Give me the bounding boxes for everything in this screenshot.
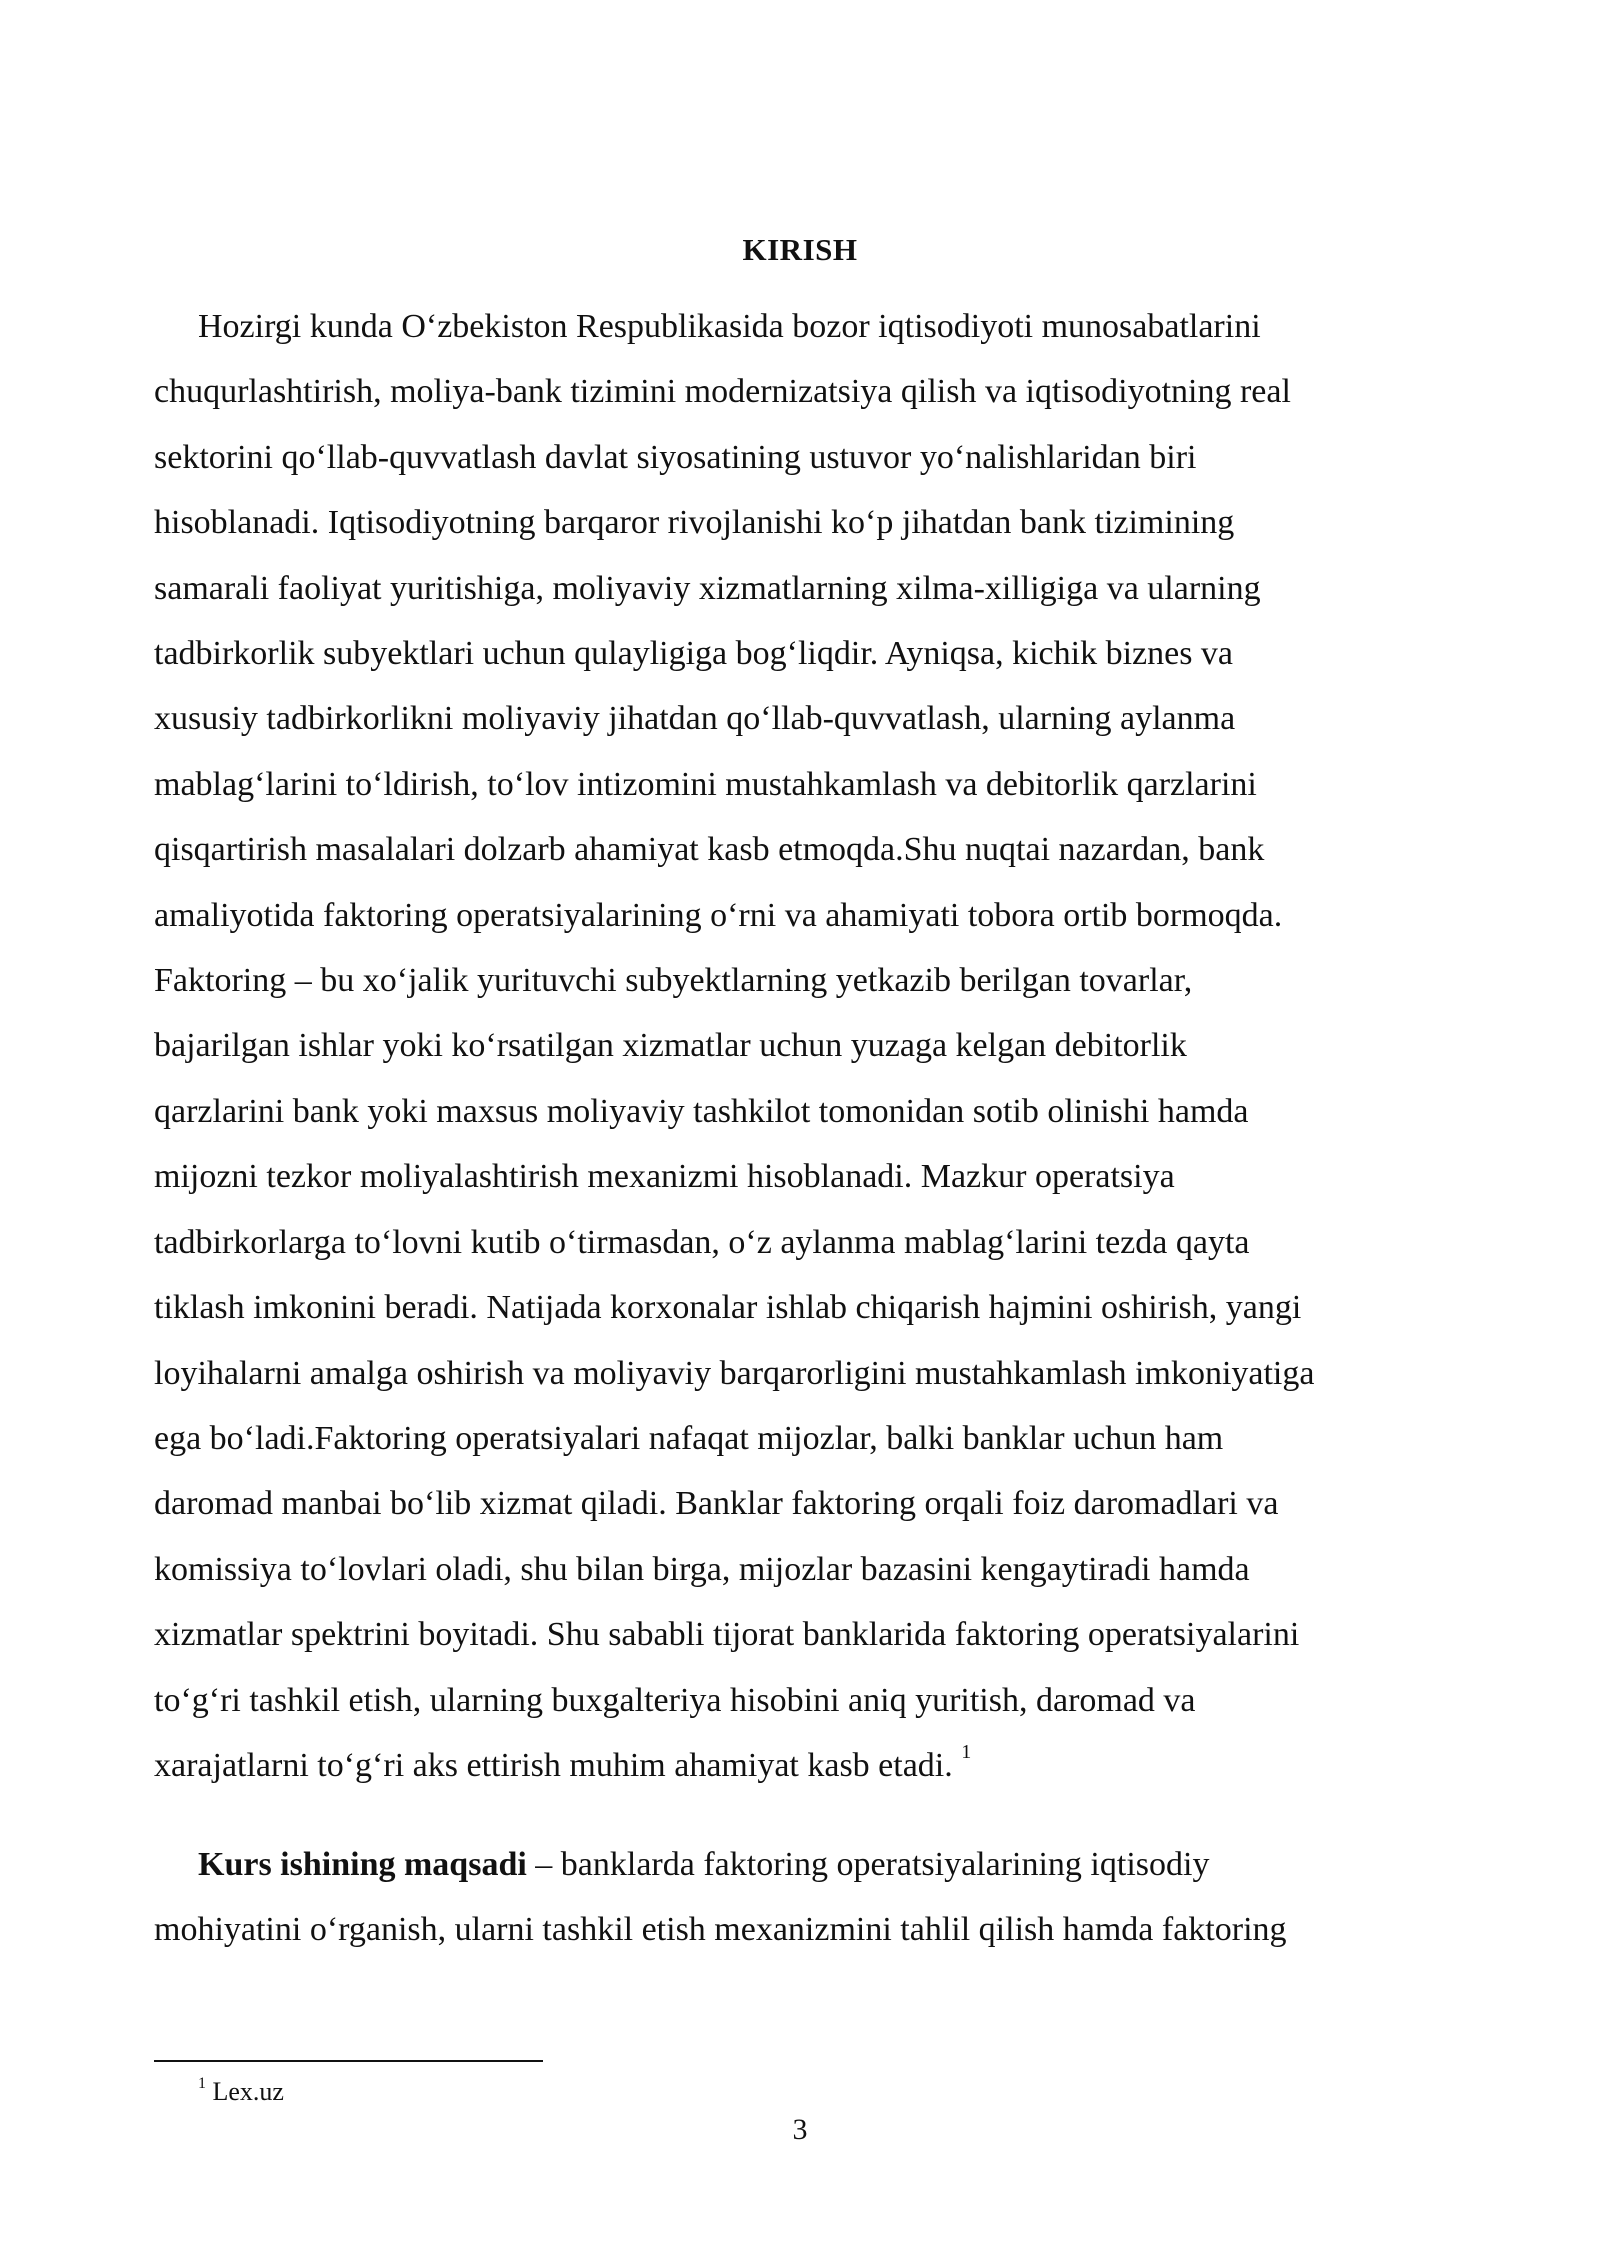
paragraph-line-last	[154, 1733, 1459, 1798]
paragraph-line: Faktoring – bu xo‘jalik yurituvchi subyektlarning yetkazib berilgan tovarlar,	[154, 962, 1193, 1000]
paragraph-line: loyihalarni amalga oshirish va moliyaviy barqarorligini mustahkamlash imkoniyatiga	[154, 1354, 1315, 1392]
paragraph-line: Hozirgi kunda O‘zbekiston Respublikasida bozor iqtisodiyoti munosabatlarini	[198, 308, 1261, 345]
paragraph-line: tadbirkorlarga to‘lovni kutib o‘tirmasdan, o‘z aylanma mablag‘larini tezda qayta	[154, 1223, 1250, 1261]
paragraph-line: xizmatlar spektrini boyitadi. Shu sababli tijorat banklarida faktoring operatsiyalarini	[154, 1616, 1300, 1654]
paragraph-line	[154, 1832, 1459, 1897]
paragraph-line: bajarilgan ishlar yoki ko‘rsatilgan xizmatlar uchun yuzaga kelgan debitorlik	[154, 1027, 1187, 1065]
paragraph-line: amaliyotida faktoring operatsiyalarining o‘rni va ahamiyati tobora ortib bormoqda.	[154, 896, 1283, 934]
paragraph-line: tiklash imkonini beradi. Natijada korxonalar ishlab chiqarish hajmini oshirish, yangi	[154, 1289, 1302, 1327]
paragraph-line: ega bo‘ladi.Faktoring operatsiyalari nafaqat mijozlar, balki banklar uchun ham	[154, 1419, 1224, 1457]
page-number: 3	[792, 2113, 808, 2146]
footnote-text: Lex.uz	[206, 2077, 284, 2106]
introduction-paragraph	[154, 294, 1459, 1798]
paragraph-line-text: xarajatlarni to‘g‘ri aks ettirish muhim ahamiyat kasb etadi.	[154, 1746, 962, 1784]
paragraph-line: mohiyatini o‘rganish, ularni tashkil etish mexanizmini tahlil qilish hamda faktoring	[154, 1911, 1287, 1949]
footnote-separator	[154, 2060, 543, 2062]
paragraph-line: tadbirkorlik subyektlari uchun qulayligiga bog‘liqdir. Ayniqsa, kichik biznes va	[154, 635, 1234, 673]
course-goal-label: Kurs ishining maqsadi	[198, 1846, 527, 1883]
paragraph-line: qisqartirish masalalari dolzarb ahamiyat kasb etmoqda.Shu nuqtai nazardan, bank	[154, 831, 1265, 869]
paragraph-line: komissiya to‘lovlari oladi, shu bilan birga, mijozlar bazasini kengaytiradi hamda	[154, 1550, 1250, 1588]
paragraph-line: samarali faoliyat yuritishiga, moliyaviy xizmatlarning xilma-xilligiga va ularning	[154, 569, 1261, 607]
footnote-number: 1	[198, 2075, 206, 2092]
paragraph-line: sektorini qo‘llab-quvvatlash davlat siyosatining ustuvor yo‘nalishlaridan biri	[154, 438, 1197, 476]
footnote	[198, 2074, 284, 2110]
course-goal-paragraph	[154, 1832, 1459, 1963]
paragraph-line-text: – banklarda faktoring operatsiyalarining iqtisodiy	[526, 1846, 1210, 1883]
paragraph-line: to‘g‘ri tashkil etish, ularning buxgalteriya hisobini aniq yuritish, daromad va	[154, 1681, 1196, 1719]
paragraph-line: chuqurlashtirish, moliya-bank tizimini modernizatsiya qilish va iqtisodiyotning real	[154, 373, 1291, 411]
footnote-reference[interactable]: 1	[961, 1740, 972, 1763]
section-heading: KIRISH	[742, 232, 858, 267]
paragraph-line: qarzlarini bank yoki maxsus moliyaviy tashkilot tomonidan sotib olinishi hamda	[154, 1092, 1249, 1130]
paragraph-line: mijozni tezkor moliyalashtirish mexanizmi hisoblanadi. Mazkur operatsiya	[154, 1158, 1175, 1196]
paragraph-line: mablag‘larini to‘ldirish, to‘lov intizomini mustahkamlash va debitorlik qarzlarini	[154, 765, 1257, 803]
paragraph-line: hisoblanadi. Iqtisodiyotning barqaror rivojlanishi ko‘p jihatdan bank tizimining	[154, 504, 1235, 542]
paragraph-line: xususiy tadbirkorlikni moliyaviy jihatdan qo‘llab-quvvatlash, ularning aylanma	[154, 700, 1236, 738]
paragraph-line: daromad manbai bo‘lib xizmat qiladi. Banklar faktoring orqali foiz daromadlari va	[154, 1485, 1279, 1523]
